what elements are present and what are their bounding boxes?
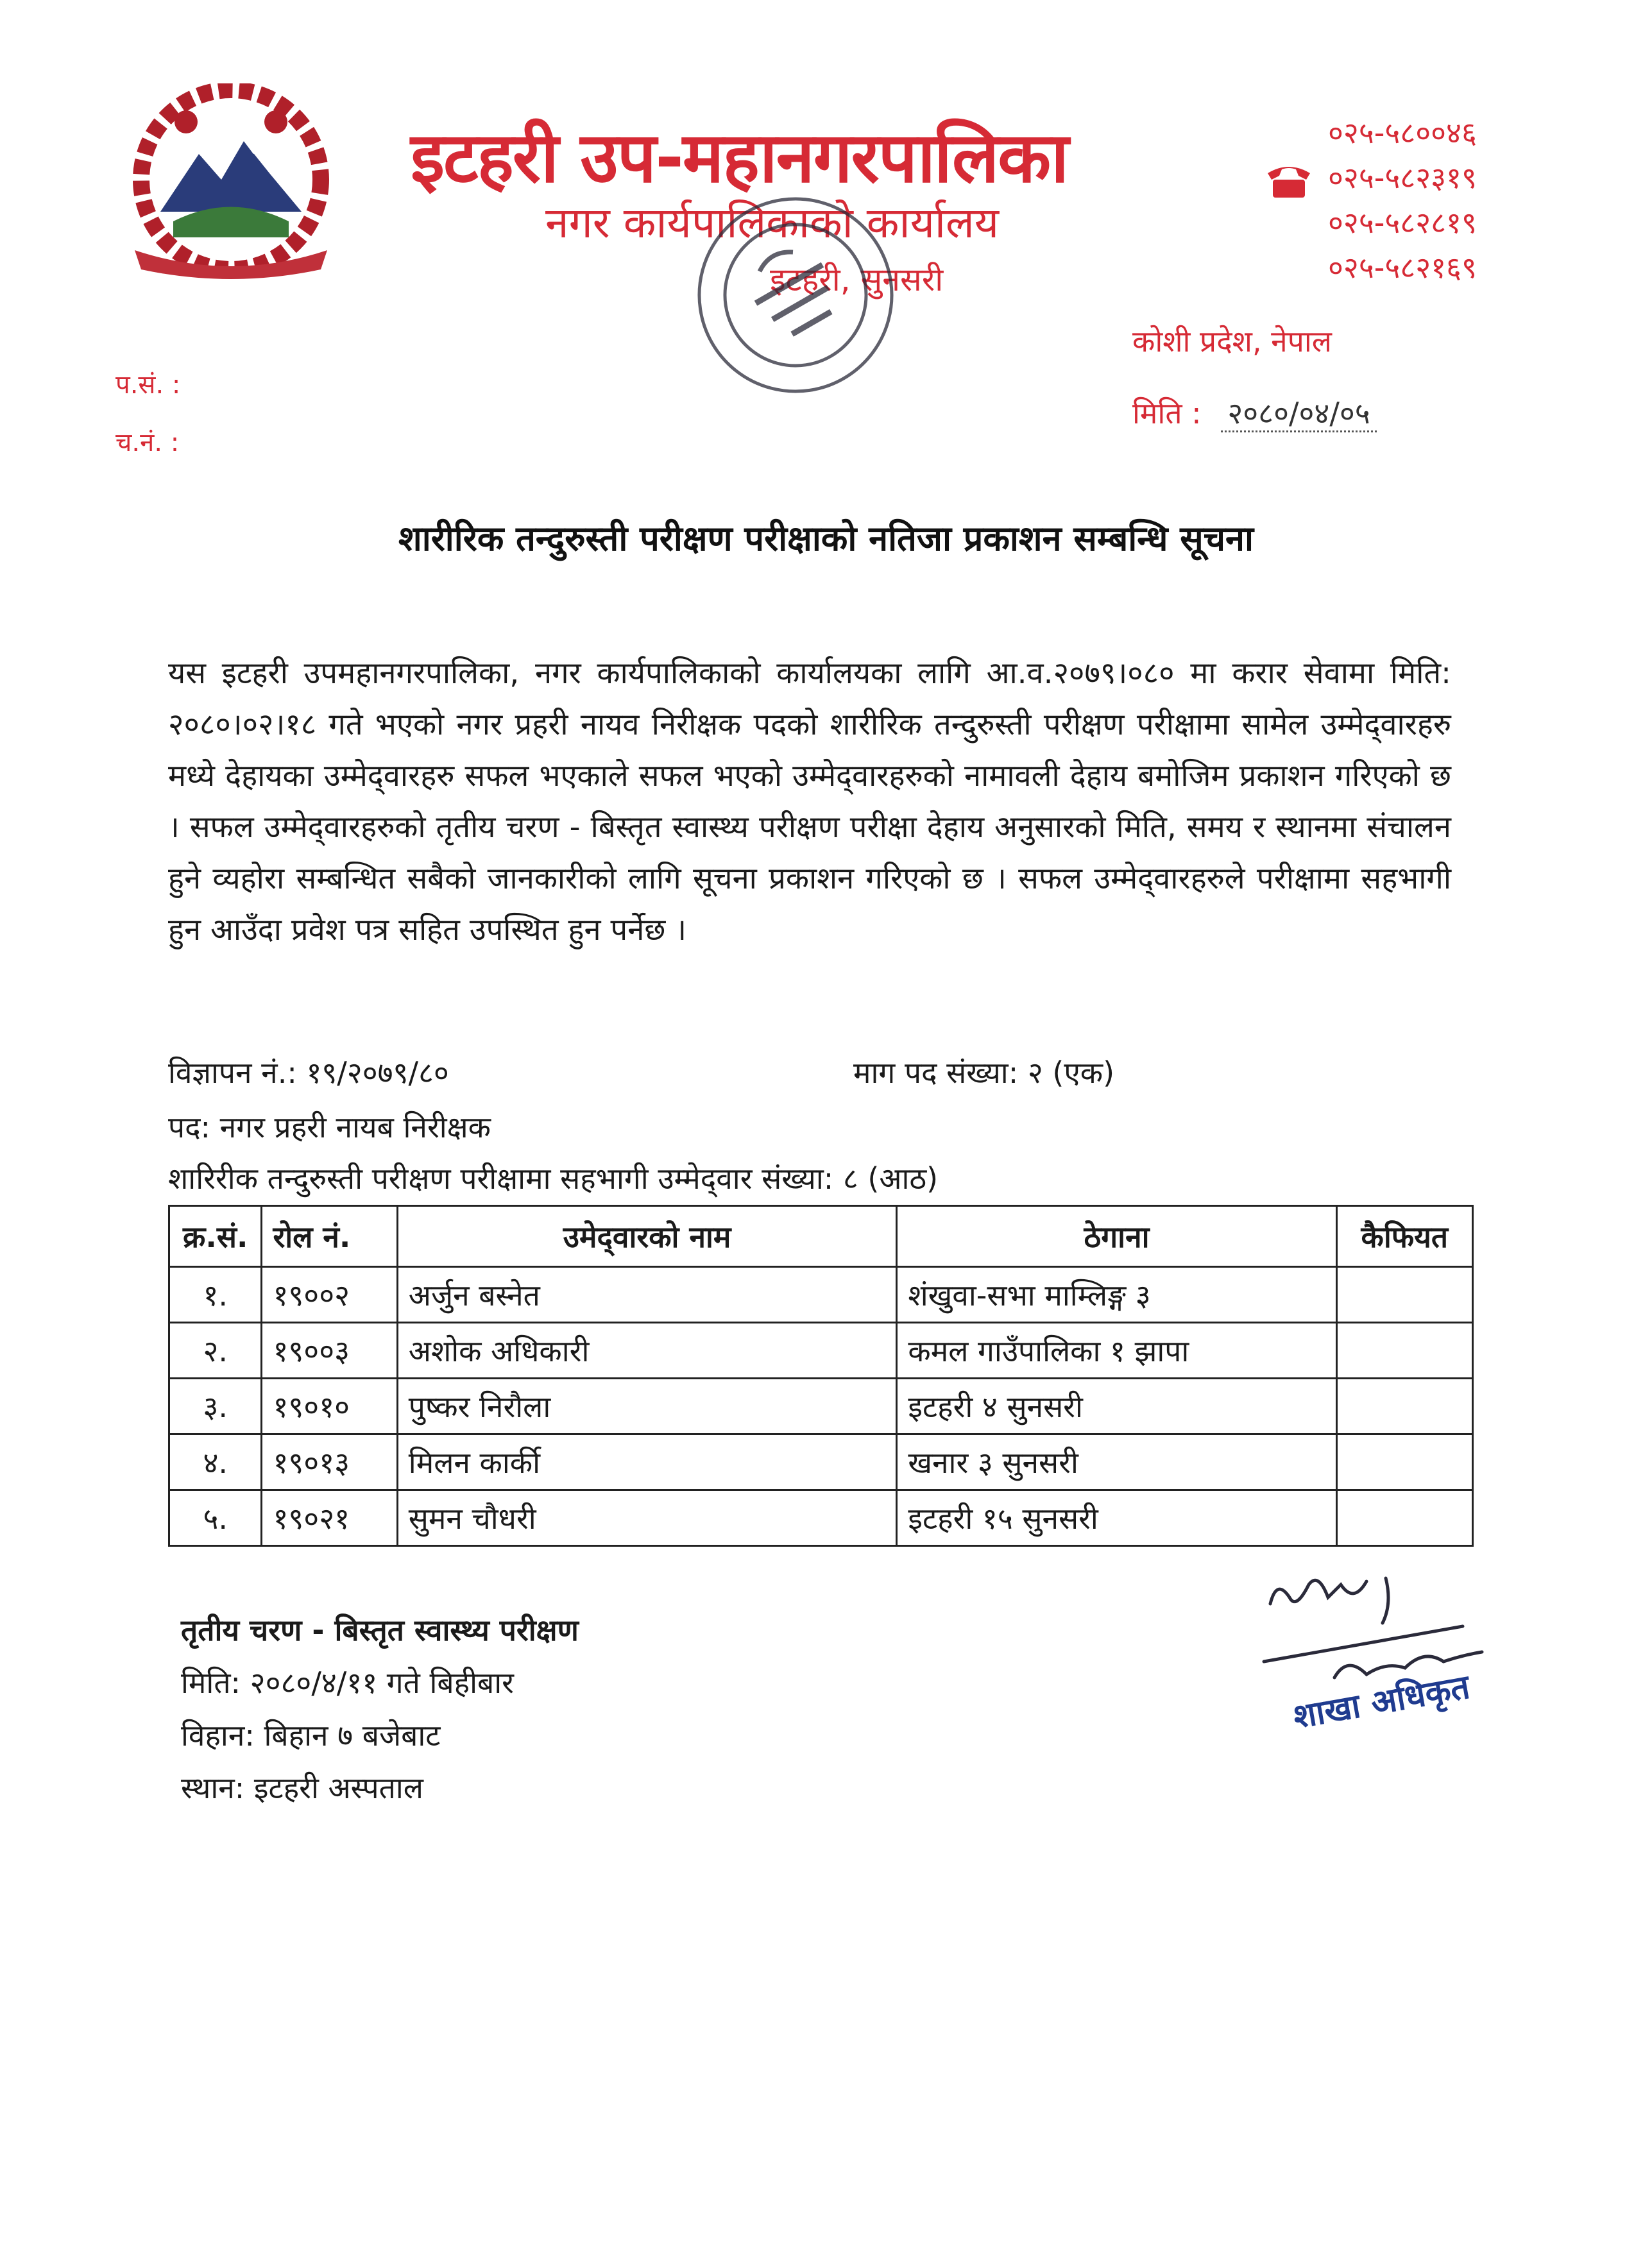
table-row [169,1434,1473,1490]
cell-roll: १९०१० [262,1379,397,1434]
header-address: ठेगाना [897,1206,1336,1267]
phone-number: ०२५-५८२८१९ [1328,205,1477,240]
phone-list [1264,110,1572,290]
province-address: कोशी प्रदेश, नेपाल [1132,324,1332,359]
organization-name: इटहरी उप-महानगरपालिका [411,118,1068,198]
cell-remarks [1336,1434,1472,1490]
cell-remarks [1336,1490,1472,1546]
cell-address: इटहरी ४ सुनसरी [897,1379,1336,1434]
cell-remarks [1336,1379,1472,1434]
cell-name: मिलन कार्की [397,1434,897,1490]
table-header-row [169,1206,1473,1267]
cell-roll: १९०२१ [262,1490,397,1546]
cell-sn: ३. [169,1379,262,1434]
cell-name: पुष्कर निरौला [397,1379,897,1434]
phone-number: ०२५-५८२१६९ [1328,250,1477,285]
cell-name: अर्जुन बस्नेत [397,1267,897,1323]
cell-remarks [1336,1323,1472,1379]
results-table [168,1205,1474,1547]
cell-roll: १९००२ [262,1267,397,1323]
reference-number-label: प.सं. : [115,370,181,400]
cell-sn: २. [169,1323,262,1379]
cell-sn: ४. [169,1434,262,1490]
cell-sn: १. [169,1267,262,1323]
post-count: माग पद संख्या: २ (एक) [853,1055,1115,1090]
phone-number: ०२५-५८२३१९ [1328,160,1477,195]
cell-address: खनार ३ सुनसरी [897,1434,1336,1490]
stage-place: स्थान: इटहरी अस्पताल [181,1771,423,1805]
cell-sn: ५. [169,1490,262,1546]
phone-number: ०२५-५८००४६ [1328,115,1477,150]
dispatch-number-label: च.नं. : [115,428,180,457]
header-sn: क्र.सं. [169,1206,262,1267]
cell-remarks [1336,1267,1472,1323]
office-district: इटहरी, सुनसरी [770,261,944,298]
participant-count: शारिरीक तन्दुरुस्ती परीक्षण परीक्षामा सहभागी उम्मेद्‌वार संख्या: ८ (आठ) [168,1161,939,1196]
notice-subject: शारीरिक तन्दुरुस्ती परीक्षण परीक्षाको नतिजा प्रकाशन सम्बन्धि सूचना [398,518,1254,559]
table-row [169,1323,1473,1379]
cell-name: सुमन चौधरी [397,1490,897,1546]
header-remarks: कैफियत [1336,1206,1472,1267]
stage-date: मिति: २०८०/४/११ गते बिहीबार [181,1665,514,1700]
cell-address: इटहरी १५ सुनसरी [897,1490,1336,1546]
emblem-icon [109,83,353,289]
date-value: २०८०/०४/०५ [1221,396,1376,432]
table-row [169,1379,1473,1434]
stamp-icon [667,173,924,417]
header-name: उमेद्‌वारको नाम [397,1206,897,1267]
advertisement-number: विज्ञापन नं.: १९/२०७९/८० [168,1055,449,1090]
cell-roll: १९००३ [262,1323,397,1379]
header-roll: रोल नं. [262,1206,397,1267]
cell-address: कमल गाउँपालिका १ झापा [897,1323,1336,1379]
stage-time: विहान: बिहान ७ बजेबाट [181,1718,441,1753]
table-row [169,1267,1473,1323]
office-name: नगर कार्यपालिकाको कार्यालय [545,198,999,248]
post-name: पद: नगर प्रहरी नायब निरीक्षक [168,1110,491,1144]
notice-body: यस इटहरी उपमहानगरपालिका, नगर कार्यपालिकाको कार्यालयका लागि आ.व.२०७९।०८० मा करार सेवामा मिति: २०८०।०२।१८ गते भएको नगर प्रहरी नायव निरीक्षक पदको शारीरिक तन्दुरुस्ती परीक्षण परीक्षामा सामेल उम्मेद्‌वारहरु मध्ये देहायका उम्मेद्‌वारहरु सफल भएकाले सफल भएको उम्मेद्‌वारहरुको नामावली देहाय बमोजिम प्रकाशन गरिएको छ । सफल उम्मेद्‌वारहरुको तृतीय चरण - बिस्तृत स्वास्थ्य परीक्षण परीक्षा देहाय अनुसारको मिति, समय र स्थानमा संचालन हुने व्यहोरा सम्बन्धित सबैको जानकारीको लागि सूचना प्रकाशन गरिएको छ । सफल उम्मेद्‌वारहरुले परीक्षामा सहभागी हुन आउँदा प्रवेश पत्र सहित उपस्थित हुन पर्नेछ । [168,656,1451,948]
stage-title: तृतीय चरण - बिस्तृत स्वास्थ्य परीक्षण [181,1613,579,1647]
cell-address: शंखुवा-सभा माम्लिङ्ग ३ [897,1267,1336,1323]
letter-date [1132,393,1377,432]
cell-name: अशोक अधिकारी [397,1323,897,1379]
date-label: मिति : [1132,396,1202,430]
cell-roll: १९०१३ [262,1434,397,1490]
signatory-title: शाखा अधिकृत [1290,1667,1473,1737]
table-row [169,1490,1473,1546]
third-stage-details [181,1604,579,1814]
